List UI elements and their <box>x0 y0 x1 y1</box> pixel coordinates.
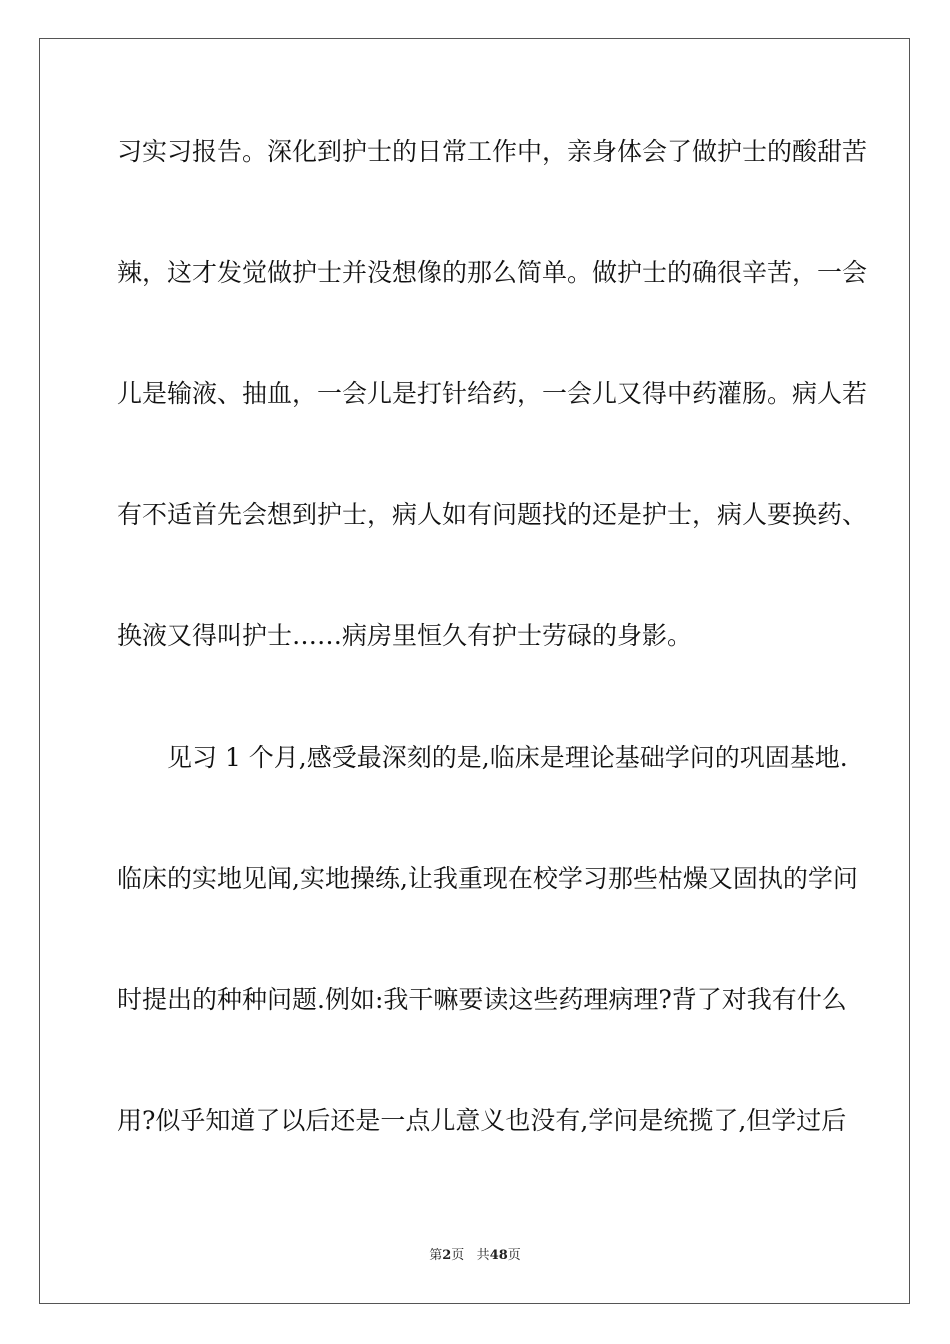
paragraph-line-2: 辣，这才发觉做护士并没想像的那么简单。做护士的确很辛苦，一会 <box>117 258 868 287</box>
footer-total-pages: 48 <box>489 1248 508 1263</box>
paragraph-line-3: 儿是输液、抽血，一会儿是打针给药，一会儿又得中药灌肠。病人若 <box>117 379 868 408</box>
footer-page-suffix: 页 <box>451 1248 465 1263</box>
page-footer <box>0 1247 950 1265</box>
paragraph-line-6: 见习 1 个月,感受最深刻的是,临床是理论基础学问的巩固基地. <box>167 743 848 772</box>
paragraph-line-7: 临床的实地见闻,实地操练,让我重现在校学习那些枯燥又固执的学问 <box>117 864 858 893</box>
footer-total-suffix: 页 <box>507 1248 521 1263</box>
footer-page-number: 2 <box>442 1248 452 1263</box>
paragraph-line-8: 时提出的种种问题.例如:我干嘛要读这些药理病理?背了对我有什么 <box>117 985 847 1014</box>
footer-page-prefix: 第 <box>429 1248 443 1263</box>
paragraph-line-9: 用?似乎知道了以后还是一点儿意义也没有,学问是统揽了,但学过后 <box>117 1106 847 1135</box>
paragraph-line-1: 习实习报告。深化到护士的日常工作中，亲身体会了做护士的酸甜苦 <box>117 137 868 166</box>
paragraph-line-4: 有不适首先会想到护士，病人如有问题找的还是护士，病人要换药、 <box>117 500 868 529</box>
paragraph-line-5: 换液又得叫护士……病房里恒久有护士劳碌的身影。 <box>117 621 693 650</box>
footer-total-prefix: 共 <box>476 1248 490 1263</box>
